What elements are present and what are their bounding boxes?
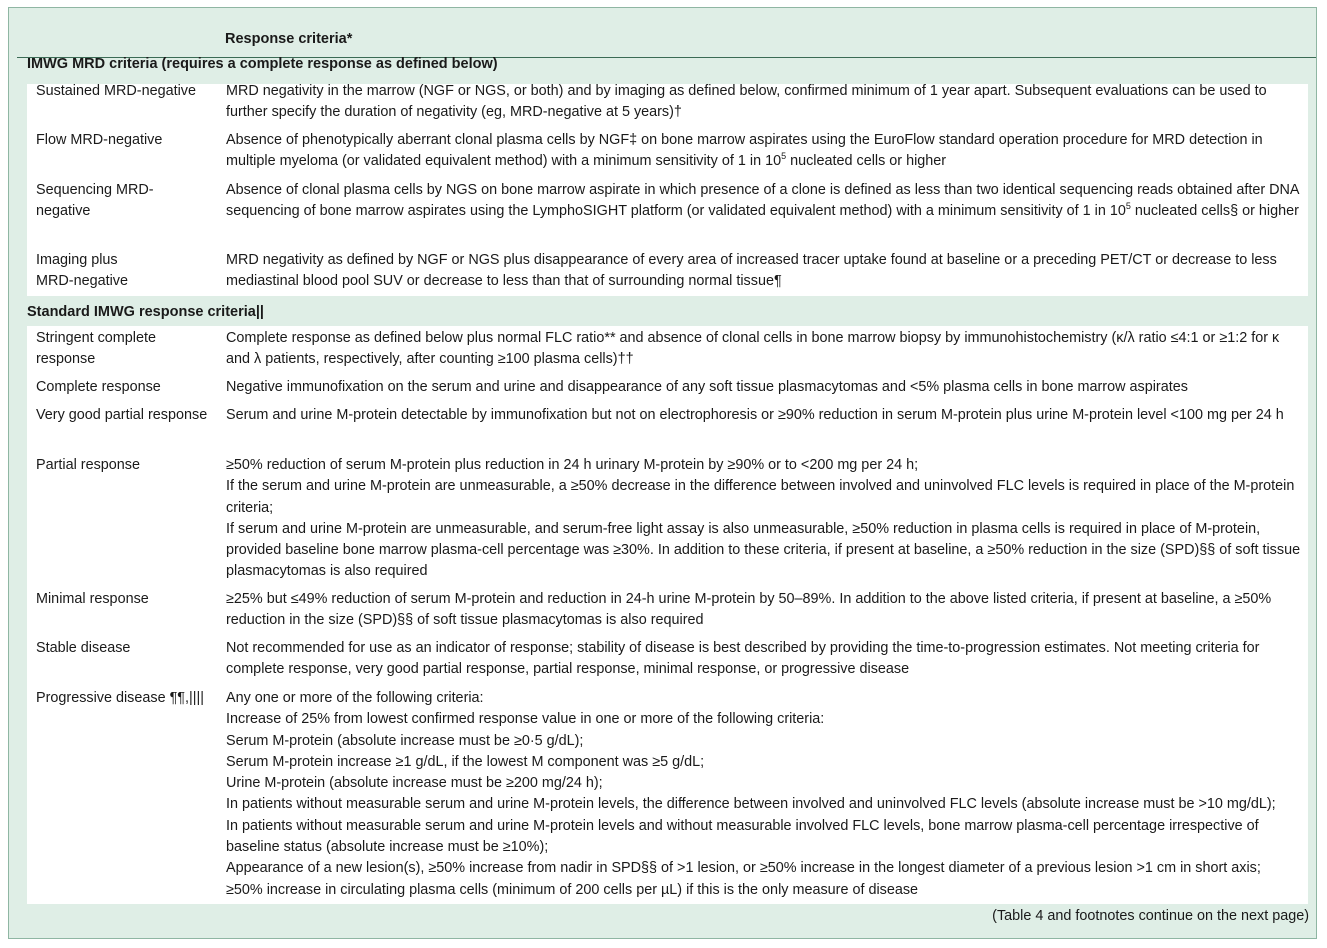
row-label: Stable disease: [36, 640, 131, 656]
row-label: Complete response: [36, 379, 161, 395]
row-text-line: If serum and urine M-protein are unmeasurable, and serum-free light assay is also unmeasurable, ≥50% reduction in plasma cells is required in place of M-protein, provided baseline bone marrow plasma-cell percentage was ≥30%. In addition to these criteria, if present at baseline, a ≥50% reduction in the size (SPD)§§ of soft tissue plasmacytomas is also required: [226, 520, 1301, 580]
row-text-part: nucleated cells§ or higher: [1130, 203, 1299, 220]
row-label: Imaging plus MRD-negative: [36, 252, 128, 290]
row-text: [226, 455, 1302, 583]
row-label: Very good partial response: [36, 407, 208, 423]
row-text: Negative immunofixation on the serum and urine and disappearance of any soft tissue plasmacytomas and <5% plasma cells in bone marrow aspirates: [226, 379, 1188, 395]
row-text-line: ≥50% increase in circulating plasma cells (minimum of 200 cells per µL) if this is the only measure of disease: [226, 881, 919, 898]
row-text-line: If the serum and urine M-protein are unmeasurable, a ≥50% decrease in the difference between involved and uninvolved FLC levels is required in place of the M-protein criteria;: [226, 478, 1295, 516]
row-text-line: In patients without measurable serum and urine M-protein levels, the difference between involved and uninvolved FLC levels (absolute increase must be >10 mg/dL);: [226, 796, 1276, 813]
row-text-line: Appearance of a new lesion(s), ≥50% increase from nadir in SPD§§ of >1 lesion, or ≥50% increase in the longest diameter of a previous lesion >1 cm in short axis;: [226, 860, 1261, 877]
row-text: Not recommended for use as an indicator of response; stability of disease is best described by providing the time-to-progression estimates. Not meeting criteria for complete response, very good partial response, partial response, minimal response, or progressive disease: [226, 640, 1260, 678]
row-text-superscript: 5: [781, 151, 787, 162]
row-text: ≥25% but ≤49% reduction of serum M-protein and reduction in 24-h urine M-protein by 50–89%. In addition to the above listed criteria, if present at baseline, a ≥50% reduction in the size (SPD)§§ of soft tissue plasmacytomas is also required: [226, 591, 1272, 629]
row-text-part: Absence of clonal plasma cells by NGS on bone marrow aspirate in which presence of a clone is defined as less than two identical sequencing reads obtained after DNA sequencing of bone marrow aspirates using the LymphoSIGHT platform (or validated equivalent method) with a minimum sensitivity of 1 in 10: [226, 182, 1299, 220]
column-header-response-criteria: Response criteria*: [225, 31, 353, 47]
row-text: [226, 180, 1302, 223]
row-text-part: Absence of phenotypically aberrant clonal plasma cells by NGF‡ on bone marrow aspirates using the EuroFlow standard operation procedure for MRD detection in multiple myeloma (or validated equivalent method) with a minimum sensitivity of 1 in 10: [226, 132, 1263, 170]
row-label: Sustained MRD-negative: [36, 83, 196, 99]
row-text-line: Increase of 25% from lowest confirmed response value in one or more of the following criteria:: [226, 711, 825, 728]
row-text: MRD negativity as defined by NGF or NGS plus disappearance of every area of increased tracer uptake found at baseline or a preceding PET/CT or decrease to less mediastinal blood pool SUV or decrease to less than that of surrounding normal tissue¶: [226, 252, 1277, 290]
row-label: Progressive disease ¶¶,||||: [36, 690, 204, 706]
row-label: Minimal response: [36, 591, 149, 607]
row-label: Sequencing MRD-negative: [36, 182, 154, 220]
row-text: Complete response as defined below plus normal FLC ratio** and absence of clonal cells in bone marrow biopsy by immunohistochemistry (κ/λ ratio ≤4:1 or ≥1:2 for κ and λ patients, respectively, after counting ≥100 plasma cells)††: [226, 330, 1280, 368]
table-frame: [8, 7, 1317, 939]
section-title-standard: Standard IMWG response criteria||: [27, 304, 264, 320]
row-text: [226, 130, 1302, 173]
row-text-line: Urine M-protein (absolute increase must be ≥200 mg/24 h);: [226, 775, 603, 792]
row-text-line: ≥50% reduction of serum M-protein plus reduction in 24 h urinary M-protein by ≥90% or to <200 mg per 24 h;: [226, 457, 919, 473]
row-text-line: Any one or more of the following criteria:: [226, 690, 484, 706]
row-text-line: Serum M-protein increase ≥1 g/dL, if the lowest M component was ≥5 g/dL;: [226, 753, 705, 770]
row-label: Partial response: [36, 457, 140, 473]
row-text: Serum and urine M-protein detectable by immunofixation but not on electrophoresis or ≥90% reduction in serum M-protein plus urine M-protein level <100 mg per 24 h: [226, 407, 1284, 423]
row-text: [226, 688, 1302, 901]
continuation-note: (Table 4 and footnotes continue on the next page): [992, 908, 1309, 924]
row-label: Stringent complete response: [36, 330, 156, 368]
row-text-line: In patients without measurable serum and urine M-protein levels and without measurable involved FLC levels, bone marrow plasma-cell percentage irrespective of baseline status (absolute increase must be ≥10%);: [226, 817, 1259, 856]
table-header: [17, 16, 1316, 58]
row-text: MRD negativity in the marrow (NGF or NGS, or both) and by imaging as defined below, confirmed minimum of 1 year apart. Subsequent evaluations can be used to further specify the duration of negativity (eg, MRD-negative at 5 years)†: [226, 83, 1267, 121]
row-text-line: Serum M-protein (absolute increase must be ≥0·5 g/dL);: [226, 732, 584, 749]
row-label: Flow MRD-negative: [36, 132, 163, 148]
row-text-superscript: 5: [1125, 201, 1131, 212]
section-title-mrd: IMWG MRD criteria (requires a complete response as defined below): [27, 56, 498, 72]
row-text-part: nucleated cells or higher: [786, 153, 947, 170]
